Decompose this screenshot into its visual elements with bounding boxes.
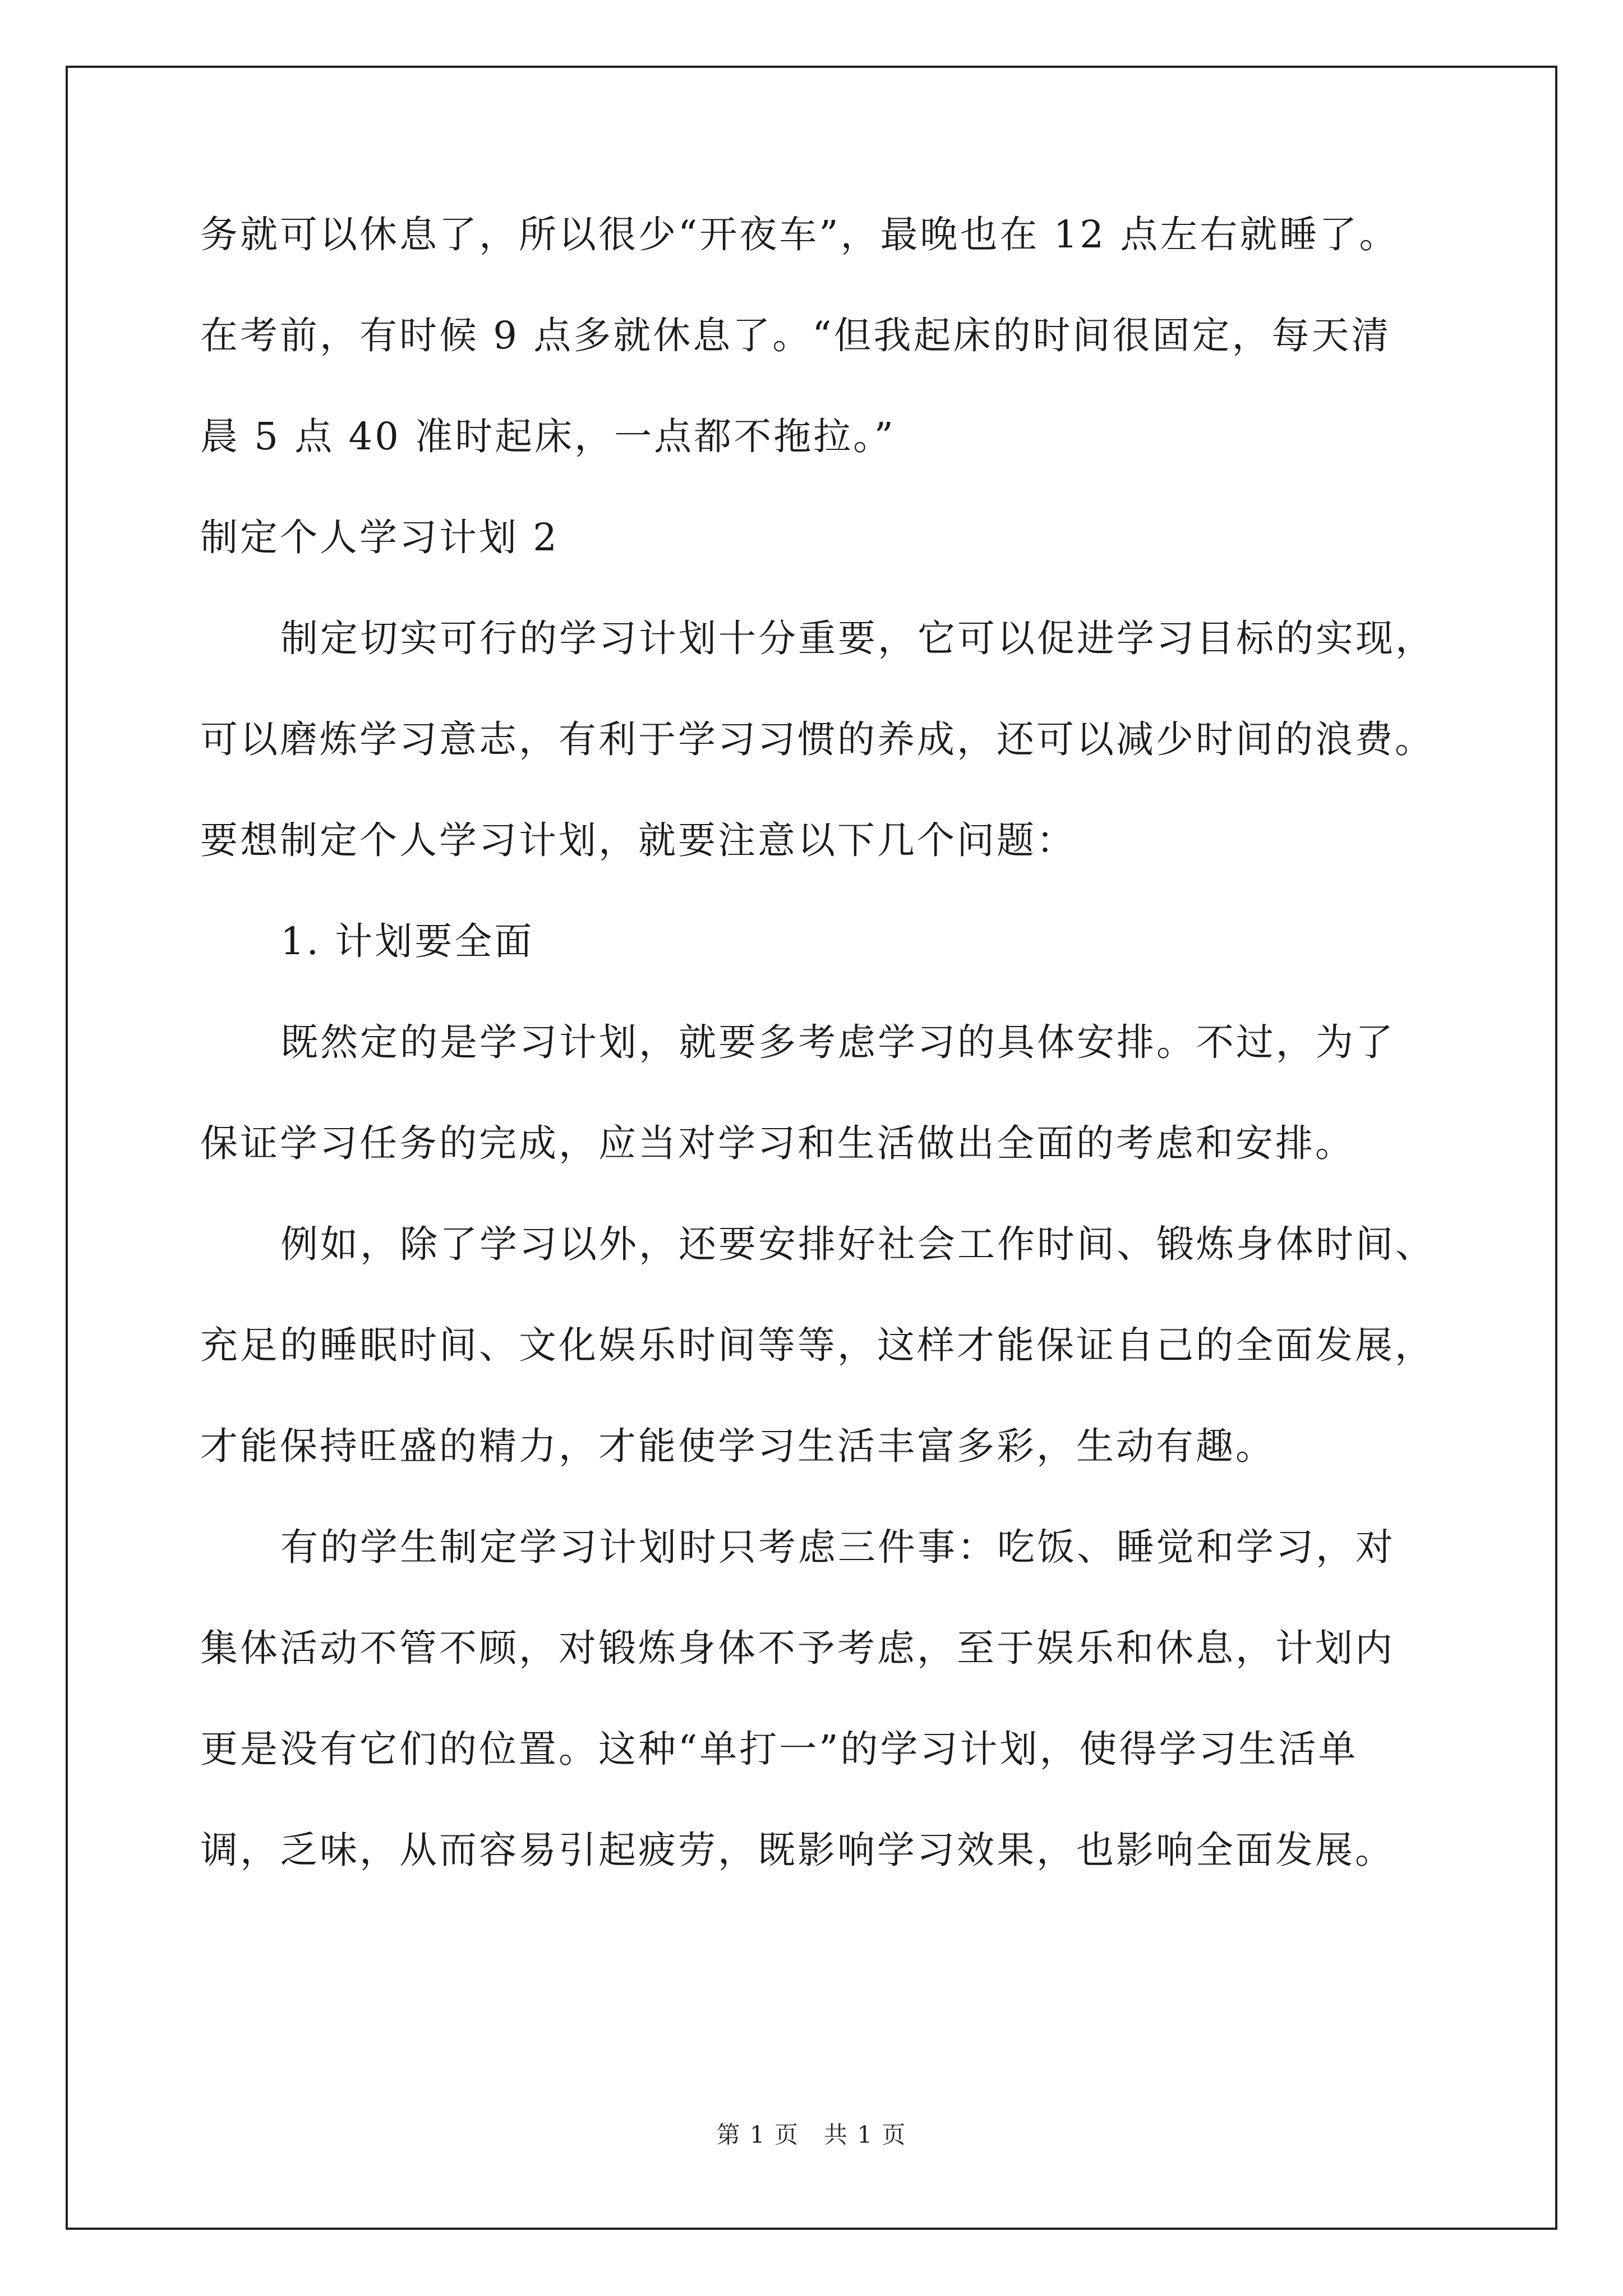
text-line: 可以磨炼学习意志，有利于学习习惯的养成，还可以减少时间的浪费。 [200, 717, 1435, 761]
text-line: 例如，除了学习以外，还要安排好社会工作时间、锻炼身体时间、 [280, 1222, 1435, 1266]
text-line: 晨 5 点 40 准时起床，一点都不拖拉。” [200, 415, 896, 458]
text-line: 调，乏味，从而容易引起疲劳，既影响学习效果，也影响全面发展。 [200, 1828, 1395, 1872]
text-line: 务就可以休息了，所以很少“开夜车”，最晚也在 12 点左右就睡了。 [200, 213, 1399, 256]
text-line: 保证学习任务的完成，应当对学习和生活做出全面的考虑和安排。 [200, 1121, 1355, 1165]
text-line: 更是没有它们的位置。这种“单打一”的学习计划，使得学习生活单 [200, 1727, 1358, 1771]
text-line: 才能保持旺盛的精力，才能使学习生活丰富多彩，生动有趣。 [200, 1424, 1275, 1468]
text-line: 制定切实可行的学习计划十分重要，它可以促进学习目标的实现， [280, 616, 1435, 660]
text-line: 要想制定个人学习计划，就要注意以下几个问题： [200, 818, 1076, 862]
section-heading: 制定个人学习计划 2 [200, 516, 559, 559]
page-footer: 第 1 页 共 1 页 [716, 2121, 907, 2148]
text-line: 有的学生制定学习计划时只考虑三件事：吃饭、睡觉和学习，对 [280, 1525, 1395, 1569]
text-line: 在考前，有时候 9 点多就休息了。“但我起床的时间很固定，每天清 [200, 314, 1391, 357]
text-line: 既然定的是学习计划，就要多考虑学习的具体安排。不过，为了 [280, 1020, 1395, 1064]
text-line: 充足的睡眠时间、文化娱乐时间等等，这样才能保证自己的全面发展， [200, 1323, 1435, 1367]
text-line: 集体活动不管不顾，对锻炼身体不予考虑，至于娱乐和休息，计划内 [200, 1626, 1395, 1670]
list-heading: 1. 计划要全面 [280, 919, 534, 963]
